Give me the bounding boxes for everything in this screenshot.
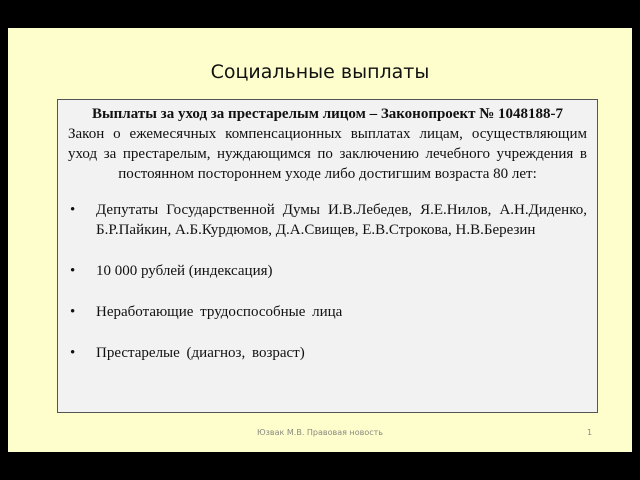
bullet-text: Престарелые (диагноз, возраст)	[96, 345, 305, 361]
bullet-text: Депутаты Государственной Думы И.В.Лебедев, Я.Е.Нилов, А.Н.Диденко, Б.Р.Пайкин, А.Б.Курдюмов, Д.А.Свищев, Е.В.Строкова, Н.В.Березин	[96, 202, 587, 238]
slide	[8, 28, 632, 452]
bullet-item-recipients	[68, 302, 587, 322]
bullet-text: 10 000 рублей (индексация)	[96, 263, 273, 279]
bullet-text: Неработающие трудоспособные лица	[96, 304, 343, 320]
content-box	[57, 99, 598, 413]
bullet-mark: •	[70, 304, 76, 320]
box-intro: Закон о ежемесячных компенсационных выплатах лицам, осуществляющим уход за престарелым, нуждающимся по заключению лечебного учреждения в постоянном постороннем уходе либо достигшим возраста 80 лет:	[68, 126, 587, 182]
bullet-item-sponsors	[68, 200, 587, 240]
page-number: 1	[587, 428, 593, 437]
bullet-item-amount	[68, 261, 587, 281]
bullet-item-elderly	[68, 343, 587, 363]
bullet-mark: •	[70, 345, 76, 361]
footer-author: Юзвак М.В. Правовая новость	[257, 428, 383, 437]
bullet-mark: •	[70, 263, 76, 279]
slide-title: Социальные выплаты	[210, 61, 430, 83]
box-heading: Выплаты за уход за престарелым лицом – Законопроект № 1048188-7	[91, 106, 564, 122]
bullet-mark: •	[70, 202, 76, 218]
bullet-list	[68, 200, 587, 363]
